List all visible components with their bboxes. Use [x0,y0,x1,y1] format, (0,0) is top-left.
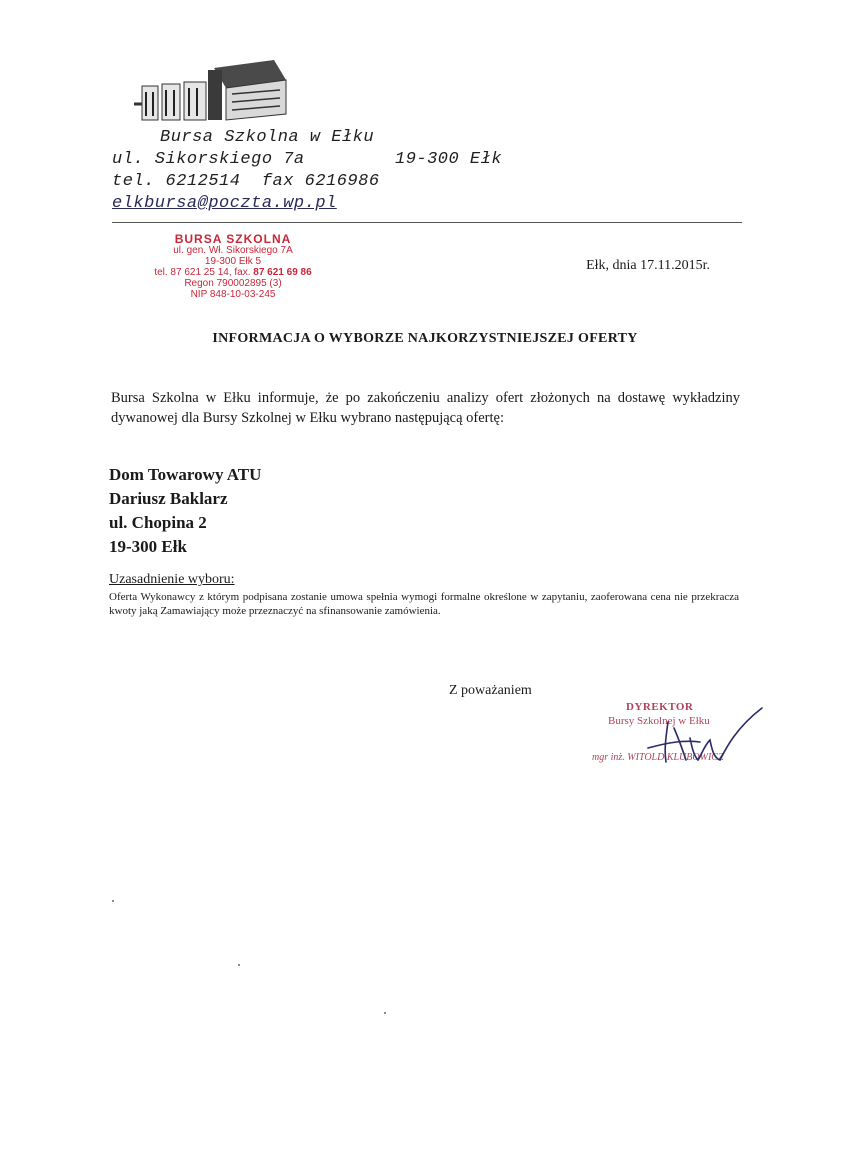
signer-organization: Bursy Szkolnej w Ełku [608,715,710,727]
stamp-regon-line [128,278,338,289]
letterhead-phone-fax: tel. 6212514 fax 6216986 [112,172,380,191]
stamp-address: ul. gen. Wł. Sikorskiego 7A [173,245,293,256]
winner-owner: Dariusz Baklarz [109,489,228,508]
handwritten-signature [640,702,770,777]
winner-city: 19-300 Ełk [109,537,187,556]
signer-title: DYREKTOR [626,701,694,713]
stamp-regon-mark: (3) [269,278,282,289]
selected-offer-block [109,463,261,559]
stamp-tel: tel. 87 621 25 14, fax. [154,267,251,278]
stamp-title: BURSA SZKOLNA [174,232,292,246]
closing-regards: Z poważaniem [449,683,532,698]
scan-speck [384,1012,386,1014]
stamp-city: 19-300 Ełk 5 [204,256,262,267]
stamp-phone-fax [128,267,338,278]
school-building-icon [134,58,294,129]
scan-speck [112,900,114,902]
letterhead-email[interactable]: elkbursa@poczta.wp.pl [112,194,337,213]
document-date: Ełk, dnia 17.11.2015r. [586,258,710,273]
stamp-regon: Regon 790002895 [184,278,267,289]
institution-stamp [128,234,338,300]
signer-name: mgr inż. WITOLD KLUBOWICZ [592,752,724,763]
justification-label: Uzasadnienie wyboru: [109,572,235,587]
winner-street: ul. Chopina 2 [109,513,207,532]
letterhead-city: 19-300 Ełk [395,150,503,169]
document-heading: INFORMACJA O WYBORZE NAJKORZYSTNIEJSZEJ OFERTY [212,331,638,346]
scan-speck [238,964,240,966]
letterhead-street: ul. Sikorskiego 7a [112,150,305,169]
intro-paragraph: Bursa Szkolna w Ełku informuje, że po zakończeniu analizy ofert złożonych na dostawę wykładziny dywanowej dla Bursy Szkolnej w Ełku wybrano następującą ofertę: [111,390,740,426]
stamp-fax: 87 621 69 86 [253,267,312,278]
letterhead-divider [112,222,742,223]
justification-text: Oferta Wykonawcy z którym podpisana zostanie umowa spełnia wymogi formalne określone w zapytaniu, zaoferowana cena nie przekracza kwoty jaką Zamawiający może przeznaczyć na sfinansowanie zamówienia. [109,591,739,617]
winner-company: Dom Towarowy ATU [109,465,262,484]
stamp-nip: NIP 848-10-03-245 [190,289,276,300]
letterhead-name: Bursa Szkolna w Ełku [160,128,375,147]
